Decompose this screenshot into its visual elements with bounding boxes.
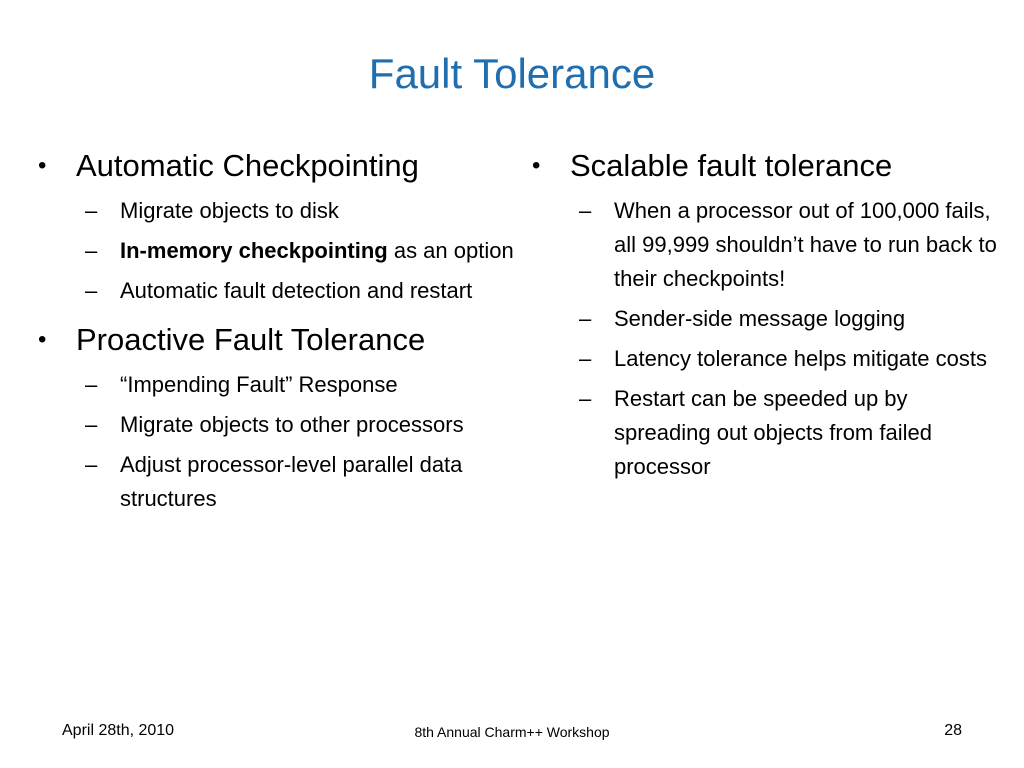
- sub-item-text: Latency tolerance helps mitigate costs: [614, 346, 987, 371]
- dash-icon: –: [579, 198, 592, 223]
- sub-item-text: Restart can be speeded up by spreading out objects from failed processor: [614, 386, 932, 479]
- sub-item: [38, 194, 528, 228]
- sub-item: [38, 274, 528, 308]
- sub-item: [532, 382, 1002, 484]
- footer-event: 8th Annual Charm++ Workshop: [414, 724, 610, 740]
- bullet-icon: •: [38, 152, 47, 179]
- bullet-item: [532, 148, 1002, 184]
- sub-item-text: Automatic fault detection and restart: [120, 278, 473, 303]
- dash-icon: –: [85, 452, 98, 477]
- sub-item-text: Migrate objects to disk: [120, 198, 339, 223]
- bullet-heading: Automatic Checkpointing: [76, 148, 419, 183]
- bullet-item: [38, 322, 528, 358]
- sub-item-text: as an option: [387, 238, 514, 263]
- bullet-icon: •: [532, 152, 541, 179]
- bullet-heading: Proactive Fault Tolerance: [76, 322, 426, 357]
- dash-icon: –: [579, 346, 592, 371]
- sub-item: [532, 194, 1002, 296]
- sub-item: [38, 234, 528, 268]
- sub-item: [532, 342, 1002, 376]
- dash-icon: –: [85, 278, 98, 303]
- proactive-fault-tolerance-group: [38, 322, 528, 516]
- dash-icon: –: [85, 238, 98, 263]
- sub-item-text: Migrate objects to other processors: [120, 412, 464, 437]
- slide-title: Fault Tolerance: [368, 50, 656, 97]
- bullet-heading: Scalable fault tolerance: [570, 148, 893, 183]
- dash-icon: –: [579, 306, 592, 331]
- dash-icon: –: [85, 372, 98, 397]
- footer-date: April 28th, 2010: [62, 722, 175, 739]
- sub-item-text: When a processor out of 100,000 fails, all 99,999 shouldn’t have to run back to their checkpoints!: [614, 198, 997, 291]
- dash-icon: –: [85, 198, 98, 223]
- sub-item: [532, 302, 1002, 336]
- right-column: [532, 148, 1002, 498]
- footer-page-number: 28: [944, 722, 962, 739]
- dash-icon: –: [85, 412, 98, 437]
- sub-item-text: Adjust processor-level parallel data structures: [120, 452, 463, 511]
- scalable-fault-tolerance-group: [532, 148, 1002, 484]
- sub-item: [38, 408, 528, 442]
- sub-item: [38, 448, 528, 516]
- sub-item-bold-text: In-memory checkpointing: [120, 238, 388, 263]
- bullet-icon: •: [38, 326, 47, 353]
- bullet-item: [38, 148, 528, 184]
- dash-icon: –: [579, 386, 592, 411]
- sub-item-text: Sender-side message logging: [614, 306, 906, 331]
- left-column: [38, 148, 528, 530]
- sub-item: [38, 368, 528, 402]
- automatic-checkpointing-group: [38, 148, 528, 308]
- sub-item-text: “Impending Fault” Response: [120, 372, 398, 397]
